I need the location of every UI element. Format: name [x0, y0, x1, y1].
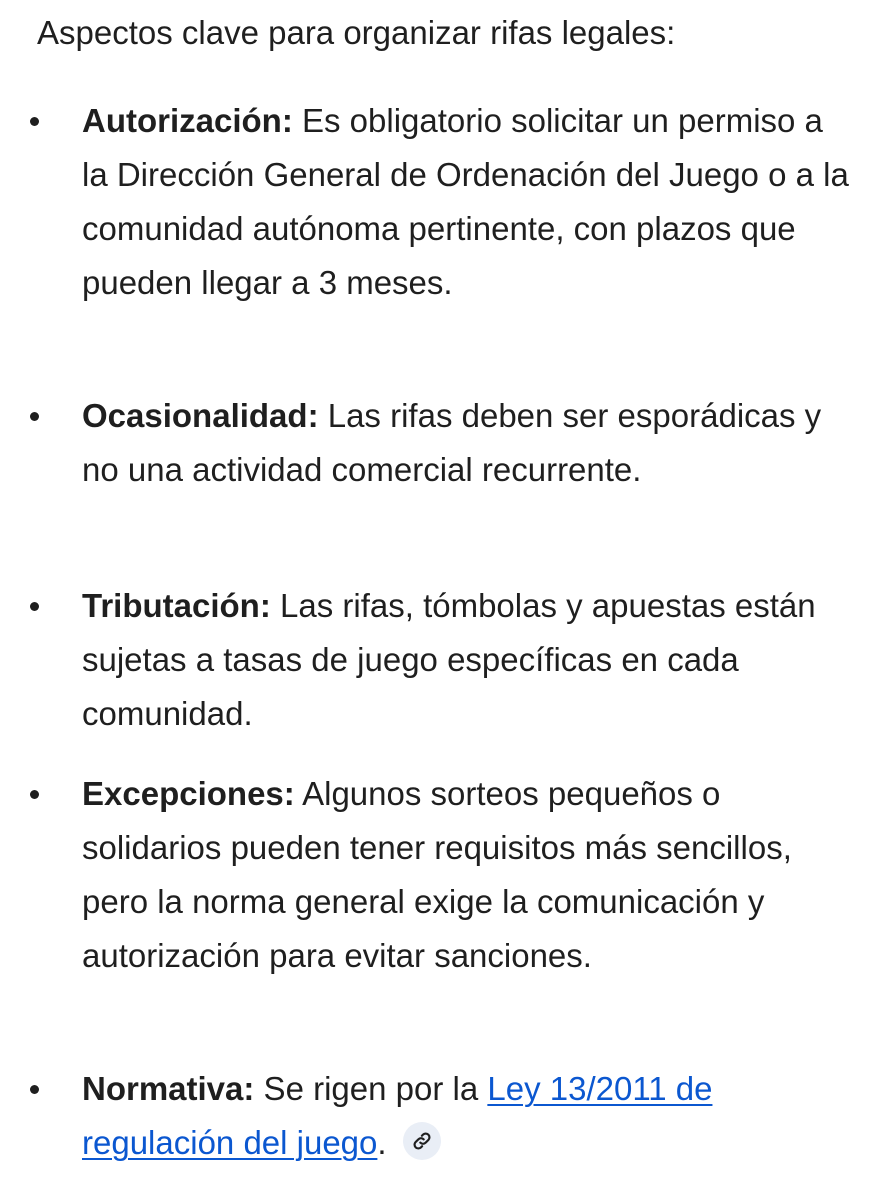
list-item-normativa — [82, 1062, 852, 1170]
item-term: Excepciones: — [82, 775, 295, 812]
item-text: Las rifas deben ser esporádicas y no una actividad comercial recurrente. — [82, 397, 822, 488]
item-text: Las rifas, tómbolas y apuestas están sujetas a tasas de juego específicas en cada comunidad. — [82, 587, 816, 732]
item-term: Normativa: — [82, 1070, 255, 1107]
bullet-icon — [30, 602, 39, 611]
list-item-excepciones — [82, 767, 852, 983]
list-item-ocasionalidad — [82, 389, 852, 497]
bullet-icon — [30, 1085, 39, 1094]
item-term: Tributación: — [82, 587, 271, 624]
bullet-icon — [30, 790, 39, 799]
bullet-icon — [30, 412, 39, 421]
list-item-autorizacion — [82, 94, 852, 310]
ley-13-2011-link[interactable]: Ley 13/2011 de regulación del juego — [82, 1070, 713, 1161]
item-term: Autorización: — [82, 102, 293, 139]
list-item-tributacion — [82, 579, 852, 741]
item-text-end: . — [377, 1124, 387, 1161]
link-icon[interactable] — [403, 1122, 441, 1160]
item-text: Se rigen por la — [254, 1070, 488, 1107]
intro-text: Aspectos clave para organizar rifas legales: — [37, 14, 676, 51]
item-text: Es obligatorio solicitar un permiso a la Dirección General de Ordenación del Juego o a la comunidad autónoma pertinente, con plazos que pueden llegar a 3 meses. — [82, 102, 849, 301]
item-term: Ocasionalidad: — [82, 397, 319, 434]
item-text: Algunos sorteos pequeños o solidarios pueden tener requisitos más sencillos, pero la norma general exige la comunicación y autorización para evitar sanciones. — [82, 775, 792, 974]
bullet-icon — [30, 117, 39, 126]
